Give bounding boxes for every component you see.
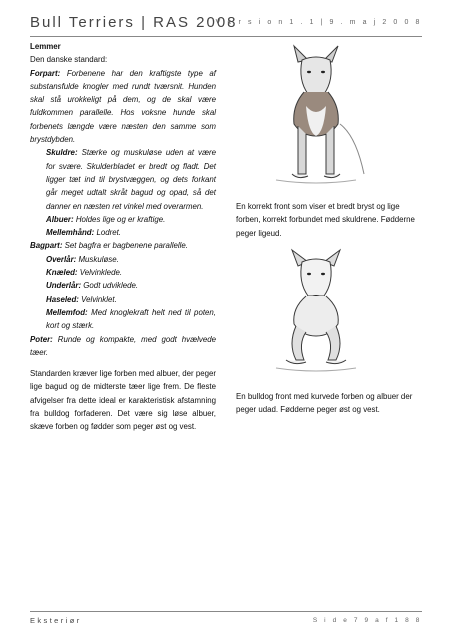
page-number: S i d e 7 9 a f 1 8 8 bbox=[312, 617, 422, 624]
skuldre-label: Skuldre: bbox=[46, 148, 78, 158]
bagpart-text: Set bagfra er bagbenene parallelle. bbox=[64, 241, 188, 251]
mellemfod-label: Mellemfod: bbox=[46, 307, 88, 317]
albuer-label: Albuer: bbox=[46, 214, 74, 224]
forpart-text: Forbenene har den kraftigste type af substansfulde knogler med rundt tværsnit. Hunden skal stå urokkeligt på dem, og de skal være fuldkommen parallelle. Hos voksne hunde skal forbenets længde være næsten den samme som brystdybden. bbox=[30, 68, 216, 145]
intro-line: Den danske standard: bbox=[30, 55, 108, 65]
bagpart-label: Bagpart: bbox=[30, 241, 63, 251]
mellemfod-text: Med knoglekraft helt ned til poten, kort og stærk. bbox=[46, 307, 216, 331]
haseled-paragraph bbox=[30, 293, 216, 306]
caption-correct-front: En korrekt front som viser et bredt bryst og lige forben, korrekt forbundet med skuldrene. Fødderne peger ligeud. bbox=[236, 202, 415, 238]
forpart-paragraph bbox=[30, 67, 216, 147]
standard-text-column bbox=[30, 40, 216, 434]
mellemhaand-text: Lodret. bbox=[96, 228, 122, 238]
haseled-label: Haseled: bbox=[46, 294, 79, 304]
overlaar-text: Muskuløse. bbox=[78, 254, 119, 264]
poter-label: Poter: bbox=[30, 334, 53, 344]
bulldog-front-illustration bbox=[236, 248, 396, 380]
knaeled-paragraph bbox=[30, 266, 216, 279]
caption-block-2 bbox=[236, 390, 424, 417]
bagpart-paragraph bbox=[30, 239, 216, 252]
document-title: Bull Terriers | RAS 2008 bbox=[30, 14, 238, 31]
forpart-label: Forpart: bbox=[30, 68, 61, 78]
version-info: V e r s i o n 1 . 1 | 9 . m a j 2 0 0 8 bbox=[215, 19, 422, 26]
skuldre-text: Stærke og muskuløse uden at være for svære. Skulderbladet er bredt og fladt. Det ligger tæt ind til brystvæggen, og dets forkant går meget udtalt skråt bagud og opad, så det danner en næsten ret vinkel med overarmen. bbox=[46, 148, 216, 211]
underlaar-paragraph bbox=[30, 279, 216, 292]
knaeled-label: Knæled: bbox=[46, 268, 78, 278]
section-name: Eksteriør bbox=[30, 616, 82, 625]
skuldre-paragraph bbox=[30, 146, 216, 212]
page-header bbox=[30, 14, 422, 37]
poter-text: Runde og kompakte, med godt hvælvede tæer. bbox=[30, 334, 217, 357]
underlaar-text: Godt udviklede. bbox=[83, 281, 139, 291]
mellemfod-paragraph bbox=[30, 306, 216, 333]
knaeled-text: Velvinklede. bbox=[79, 268, 123, 278]
closing-paragraph: Standarden kræver lige forben med albuer, der peger lige bagud og de midterste tæer lige frem. De fleste afvigelser fra dette ideal er karakteristisk afstamning fra bulldog forfaderen. Det være sig løse albuer, skæve forben og fødder som peger øst og vest. bbox=[30, 369, 216, 432]
page-footer bbox=[30, 611, 422, 626]
overlaar-paragraph bbox=[30, 253, 216, 266]
mellemhaand-label: Mellemhånd: bbox=[46, 228, 95, 238]
caption-block-1 bbox=[236, 200, 424, 240]
mellemhaand-paragraph bbox=[30, 226, 216, 239]
haseled-text: Velvinklet. bbox=[81, 294, 117, 304]
underlaar-label: Underlår: bbox=[46, 281, 82, 291]
section-heading: Lemmer bbox=[30, 42, 61, 51]
caption-bulldog-front: En bulldog front med kurvede forben og albuer der peger udad. Fødderne peger øst og vest. bbox=[236, 392, 413, 415]
correct-front-illustration bbox=[236, 44, 396, 194]
overlaar-label: Overlår: bbox=[46, 254, 77, 264]
poter-paragraph bbox=[30, 333, 216, 360]
albuer-text: Holdes lige og er kraftige. bbox=[75, 214, 166, 224]
albuer-paragraph bbox=[30, 213, 216, 226]
